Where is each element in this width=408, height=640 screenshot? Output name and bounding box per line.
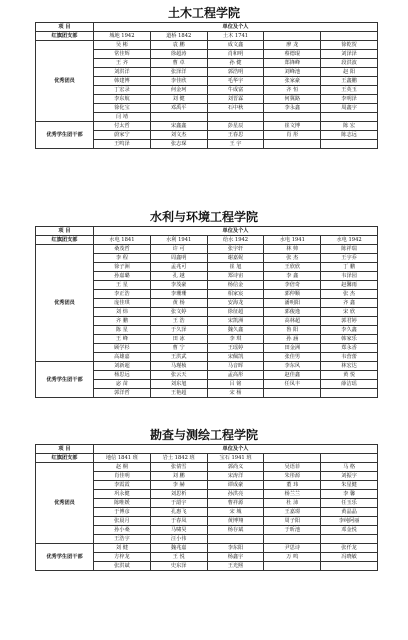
name-cell: 田金洲 — [264, 344, 321, 353]
name-cell: 刘洪洋 — [94, 68, 151, 77]
hongqi-cell: 城地 1942 — [94, 32, 151, 41]
name-cell: 郭仲顺 — [264, 290, 321, 299]
name-cell: 孙嘉璐 — [94, 272, 151, 281]
section-title: 水利与环境工程学院 — [149, 210, 258, 224]
name-cell — [264, 389, 321, 398]
name-cell: 董 玮 — [264, 481, 321, 490]
name-cell: 韩建博 — [94, 77, 151, 86]
section-civil-engineering — [0, 4, 408, 149]
name-cell: 彭星辰 — [207, 122, 264, 131]
name-cell: 孙 涵 — [264, 335, 321, 344]
name-cell: 韦泽园 — [321, 272, 378, 281]
name-cell: 韦营蕾 — [321, 353, 378, 362]
name-cell: 薛洁瑶 — [321, 380, 378, 389]
name-cell: 丁 鹏 — [321, 263, 378, 272]
name-cell: 方梓龙 — [94, 553, 151, 562]
name-cell: 高雄嘉 — [94, 353, 151, 362]
name-cell: 黄晶晶 — [321, 508, 378, 517]
unit-person-header: 单位及个人 — [94, 445, 378, 454]
name-cell: 李永鑫 — [264, 104, 321, 113]
name-cell: 张志琛 — [150, 140, 207, 149]
name-cell — [150, 113, 207, 122]
name-cell: 王鸣泽 — [94, 140, 151, 149]
name-cell: 曹 卓 — [150, 59, 207, 68]
ganbu-label: 优秀学生团干部 — [36, 544, 94, 571]
name-cell: 魏兆嘉 — [150, 544, 207, 553]
name-cell: 孔 越 — [150, 272, 207, 281]
name-cell: 齐 恒 — [264, 86, 321, 95]
hongqi-cell — [264, 454, 321, 463]
name-cell: 张倩雪 — [150, 463, 207, 472]
name-cell: 于昕池 — [264, 526, 321, 535]
name-cell: 王鑫鹏 — [321, 77, 378, 86]
hongqi-cell: 给水 1942 — [207, 236, 264, 245]
name-cell: 刘思析 — [150, 490, 207, 499]
name-cell: 张仟龙 — [321, 544, 378, 553]
name-cell: 孟兆可 — [150, 263, 207, 272]
name-cell: 刘 鹏 — [150, 472, 207, 481]
section-survey-mapping — [0, 426, 408, 571]
name-cell: 刘 炜 — [94, 308, 151, 317]
name-cell: 徐超涛 — [150, 50, 207, 59]
name-cell: 李久鑫 — [321, 326, 378, 335]
name-cell: 张泽洋 — [150, 68, 207, 77]
name-cell: 刘振宇 — [321, 472, 378, 481]
section-water-environment — [0, 208, 408, 398]
name-cell: 许 可 — [150, 245, 207, 254]
name-cell: 王 齐 — [94, 59, 151, 68]
name-cell: 孙洪亮 — [207, 490, 264, 499]
name-cell: 张云天 — [150, 371, 207, 380]
name-cell: 李 鑫 — [264, 272, 321, 281]
hongqi-cell — [321, 454, 378, 463]
name-cell: 谢嘉妮 — [207, 254, 264, 263]
hongqi-label: 红旗团支部 — [36, 236, 94, 245]
hongqi-cell: 水电 1942 — [321, 236, 378, 245]
hongqi-cell: 水利 1941 — [150, 236, 207, 245]
name-cell: 杨思远 — [94, 371, 151, 380]
name-cell: 徐征超 — [207, 308, 264, 317]
name-cell: 刘泽泽 — [321, 50, 378, 59]
name-cell: 郑诗宙 — [207, 272, 264, 281]
hongqi-cell — [321, 32, 378, 41]
name-cell: 李东风 — [264, 362, 321, 371]
name-cell: 李 赫 — [150, 481, 207, 490]
name-cell: 毛华宇 — [207, 77, 264, 86]
name-cell: 李纯阿丽 — [321, 517, 378, 526]
name-cell: 肖 彤 — [264, 131, 321, 140]
name-cell: 庞佳琪 — [94, 299, 151, 308]
name-cell: 王瑶婷 — [207, 344, 264, 353]
name-cell: 桑茂哲 — [94, 245, 151, 254]
name-cell: 王艳超 — [150, 389, 207, 398]
name-cell: 张文婷 — [150, 308, 207, 317]
name-cell: 刘 健 — [94, 544, 151, 553]
name-cell: 安海龙 — [207, 299, 264, 308]
name-cell: 宋 城 — [207, 508, 264, 517]
name-cell: 田 冰 — [150, 335, 207, 344]
name-cell: 王春思 — [207, 131, 264, 140]
name-cell: 郭尚义 — [207, 463, 264, 472]
name-cell: 徐子洲 — [94, 263, 151, 272]
name-cell: 冯晓敏 — [321, 553, 378, 562]
name-cell: 林宏达 — [321, 362, 378, 371]
name-cell: 牛成富 — [207, 86, 264, 95]
name-cell: 徐乾贺 — [321, 41, 378, 50]
name-cell: 肖和明 — [207, 50, 264, 59]
name-cell — [321, 113, 378, 122]
name-cell: 王洪武 — [150, 353, 207, 362]
name-cell: 宓 苗 — [94, 380, 151, 389]
hongqi-cell: 土木 1741 — [207, 32, 264, 41]
name-cell — [321, 562, 378, 571]
name-cell: 赵馨雨 — [321, 281, 378, 290]
name-cell: 张洪斌 — [94, 562, 151, 571]
name-cell: 李珊珊 — [150, 290, 207, 299]
name-cell: 刘新超 — [94, 362, 151, 371]
hongqi-cell: 水电 1841 — [94, 236, 151, 245]
name-cell: 王 峰 — [94, 335, 151, 344]
name-cell: 段洪波 — [321, 59, 378, 68]
name-cell: 王宇乔 — [321, 254, 378, 263]
name-cell: 周鑫明 — [150, 254, 207, 263]
name-cell: 巩永健 — [94, 490, 151, 499]
name-cell: 张家豪 — [264, 77, 321, 86]
name-cell: 宋 杨 — [207, 389, 264, 398]
name-cell: 吕 铭 — [207, 380, 264, 389]
name-cell: 杨存斌 — [207, 526, 264, 535]
name-cell: 于博彦 — [94, 508, 151, 517]
name-cell: 宋 欣 — [321, 308, 378, 317]
name-cell: 陈唯媛 — [94, 499, 151, 508]
name-cell: 张佳男 — [264, 353, 321, 362]
tuanyuan-label: 优秀团员 — [36, 463, 94, 544]
name-cell: 孙小桑 — [94, 526, 151, 535]
name-cell: 李东航 — [94, 95, 151, 104]
name-cell: 史东泽 — [150, 562, 207, 571]
name-cell: 林 帅 — [264, 245, 321, 254]
name-cell: 郑锋峰 — [264, 59, 321, 68]
name-cell: 王 浩 — [150, 317, 207, 326]
hongqi-cell: 道桥 1842 — [150, 32, 207, 41]
name-cell: 崔文博 — [264, 122, 321, 131]
name-cell: 朱星健 — [321, 481, 378, 490]
name-cell: 丁宏录 — [94, 86, 151, 95]
name-cell: 邓禹平 — [150, 104, 207, 113]
section-title: 土木工程学院 — [167, 6, 240, 20]
name-cell — [264, 113, 321, 122]
name-cell: 宋凯洲 — [207, 317, 264, 326]
name-cell: 李东阳 — [207, 544, 264, 553]
name-cell: 邓金悦 — [321, 526, 378, 535]
name-cell: 黄 悦 — [321, 371, 378, 380]
name-cell: 谭成豪 — [207, 481, 264, 490]
award-table — [35, 226, 378, 398]
name-cell: 闫 靖 — [94, 113, 151, 122]
name-cell: 于久泽 — [150, 326, 207, 335]
name-cell: 陈 星 — [94, 326, 151, 335]
name-cell: 马瑾桢 — [150, 362, 207, 371]
name-cell: 鲁 阳 — [264, 326, 321, 335]
name-cell: 王 悦 — [150, 553, 207, 562]
name-cell: 何冀路 — [264, 95, 321, 104]
name-cell: 刘东旭 — [150, 380, 207, 389]
name-cell: 陈 宏 — [321, 122, 378, 131]
name-cell: 于春凤 — [150, 517, 207, 526]
name-cell: 齐 鑫 — [321, 299, 378, 308]
tuanyuan-label: 优秀团员 — [36, 245, 94, 362]
name-cell: 于韶宇 — [150, 499, 207, 508]
name-cell: 周子阳 — [264, 517, 321, 526]
name-cell: 刘峰池 — [264, 68, 321, 77]
name-cell: 李 程 — [94, 254, 151, 263]
name-cell: 王欣欣 — [264, 263, 321, 272]
name-cell: 蔚家宁 — [94, 131, 151, 140]
tuanyuan-label: 优秀团员 — [36, 41, 94, 122]
award-table — [35, 444, 378, 571]
name-cell: 袁 鹏 — [150, 41, 207, 50]
name-cell — [264, 140, 321, 149]
name-cell: 常佳辉 — [94, 50, 151, 59]
name-cell: 徐化宝 — [94, 104, 151, 113]
name-cell: 廖 龙 — [264, 41, 321, 50]
name-cell: 刘文杰 — [150, 131, 207, 140]
name-cell: 孙 健 — [207, 59, 264, 68]
award-table — [35, 22, 378, 149]
name-cell — [264, 562, 321, 571]
unit-person-header: 单位及个人 — [94, 23, 378, 32]
name-cell: 李霞霞 — [94, 481, 151, 490]
name-cell: 王光熙 — [207, 562, 264, 571]
name-cell: 宋鑫鑫 — [150, 122, 207, 131]
name-cell: 任凤丰 — [264, 380, 321, 389]
name-cell: 赵 桐 — [94, 463, 151, 472]
name-cell: 陈祥瑞 — [321, 245, 378, 254]
name-cell: 刘晋霖 — [207, 95, 264, 104]
hongqi-label: 红旗团支部 — [36, 454, 94, 463]
name-cell: 郭君婷 — [321, 317, 378, 326]
name-cell: 齐 鹏 — [94, 317, 151, 326]
hongqi-cell: 地信 1841 班 — [94, 454, 151, 463]
name-cell: 杨鑫宇 — [207, 553, 264, 562]
name-cell: 李佳欣 — [150, 77, 207, 86]
name-cell: 石中秋 — [207, 104, 264, 113]
name-cell: 孔惠飞 — [150, 508, 207, 517]
name-cell: 顾学杉 — [94, 344, 151, 353]
ganbu-label: 优秀学生团干部 — [36, 122, 94, 149]
item-header: 项 目 — [36, 23, 94, 32]
name-cell: 崔 旭 — [207, 263, 264, 272]
name-cell: 高林超 — [264, 317, 321, 326]
hongqi-cell: 岩土 1842 班 — [150, 454, 207, 463]
name-cell: 李倍奇 — [264, 281, 321, 290]
name-cell: 王 宇 — [207, 140, 264, 149]
name-cell: 王浩宇 — [94, 535, 151, 544]
name-cell: 赵 阳 — [321, 68, 378, 77]
name-cell: 郑永香 — [321, 344, 378, 353]
name-cell: 李正浩 — [94, 290, 151, 299]
ganbu-label: 优秀学生团干部 — [36, 362, 94, 398]
name-cell: 郭洋哲 — [94, 389, 151, 398]
name-cell — [321, 389, 378, 398]
name-cell: 朱彤源 — [264, 472, 321, 481]
name-cell: 郭浩明 — [207, 68, 264, 77]
name-cell: 曹祥源 — [207, 499, 264, 508]
name-cell: 王嘉璟 — [264, 508, 321, 517]
name-cell: 成文鑫 — [207, 41, 264, 50]
name-cell — [321, 140, 378, 149]
name-cell: 韩家乐 — [321, 335, 378, 344]
name-cell: 付太哲 — [94, 122, 151, 131]
name-cell: 王英玉 — [321, 86, 378, 95]
name-cell: 张晨月 — [94, 517, 151, 526]
name-cell: 相家宸 — [207, 290, 264, 299]
name-cell: 张 杰 — [264, 254, 321, 263]
name-cell: 曹 宁 — [150, 344, 207, 353]
name-cell — [207, 535, 264, 544]
name-cell: 陈志远 — [321, 131, 378, 140]
item-header: 项 目 — [36, 445, 94, 454]
name-cell: 马啸昊 — [150, 526, 207, 535]
name-cell: 李 琪 — [207, 335, 264, 344]
name-cell: 王 星 — [94, 281, 151, 290]
hongqi-cell — [264, 32, 321, 41]
name-cell: 李茂豪 — [150, 281, 207, 290]
name-cell: 尹思诗 — [264, 544, 321, 553]
hongqi-label: 红旗团支部 — [36, 32, 94, 41]
name-cell: 郭俊逸 — [264, 308, 321, 317]
name-cell: 黄博翔 — [207, 517, 264, 526]
name-cell: 何金珂 — [150, 86, 207, 95]
name-cell: 李明泽 — [321, 95, 378, 104]
name-cell: 马音晖 — [207, 362, 264, 371]
name-cell: 张 杰 — [321, 290, 378, 299]
name-cell: 潘明阳 — [264, 299, 321, 308]
name-cell: 吴语菲 — [264, 463, 321, 472]
name-cell: 周鑫宇 — [321, 104, 378, 113]
name-cell: 马 格 — [321, 463, 378, 472]
name-cell: 任玉乐 — [321, 499, 378, 508]
name-cell: 吴 彬 — [94, 41, 151, 50]
name-cell: 黄 杨 — [150, 299, 207, 308]
name-cell: 赵佳鑫 — [264, 371, 321, 380]
name-cell: 宋佩凯 — [207, 353, 264, 362]
name-cell: 宋涛洋 — [207, 472, 264, 481]
name-cell: 魏久鑫 — [207, 326, 264, 335]
name-cell: 肖佳明 — [94, 472, 151, 481]
name-cell — [264, 535, 321, 544]
name-cell: 刘 健 — [150, 95, 207, 104]
name-cell: 孟高彤 — [207, 371, 264, 380]
name-cell: 张宇轩 — [207, 245, 264, 254]
name-cell: 蔡德琨 — [264, 50, 321, 59]
name-cell: 汪小伟 — [150, 535, 207, 544]
section-title: 勘查与测绘工程学院 — [149, 428, 258, 442]
unit-person-header: 单位及个人 — [94, 227, 378, 236]
hongqi-cell: 水电 1941 — [264, 236, 321, 245]
name-cell: 李 馨 — [321, 490, 378, 499]
name-cell — [207, 113, 264, 122]
name-cell: 杜 沛 — [264, 499, 321, 508]
name-cell: 万 鸣 — [264, 553, 321, 562]
name-cell — [321, 535, 378, 544]
name-cell: 杨信金 — [207, 281, 264, 290]
name-cell: 杨兰兰 — [264, 490, 321, 499]
item-header: 项 目 — [36, 227, 94, 236]
hongqi-cell: 宝石 1941 班 — [207, 454, 264, 463]
